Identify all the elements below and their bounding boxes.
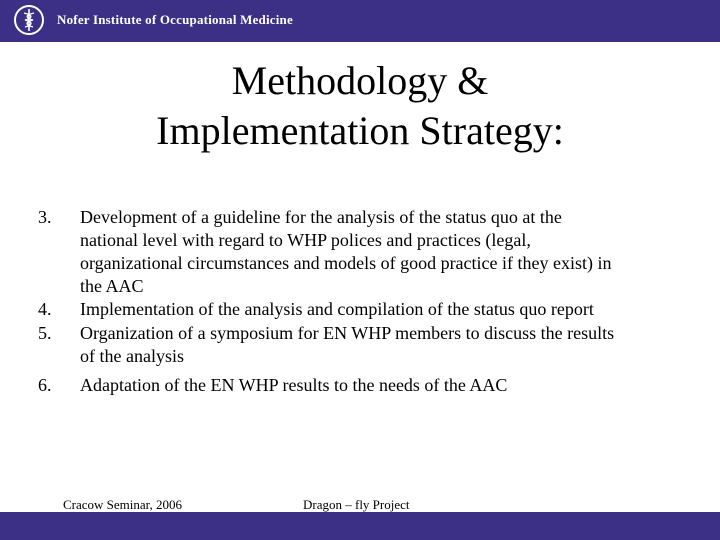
item-text <box>80 374 685 397</box>
item-number: 6. <box>38 375 52 395</box>
item-text <box>80 322 685 368</box>
item-line: the AAC <box>80 276 144 296</box>
item-number: 4. <box>38 299 52 319</box>
item-number: 5. <box>38 323 52 343</box>
item-text <box>80 206 685 298</box>
institute-name: Nofer Institute of Occupational Medicine <box>57 12 293 27</box>
item-line: Organization of a symposium for EN WHP members to discuss the results <box>80 323 615 343</box>
caduceus-circle-icon <box>13 4 45 36</box>
slide-title <box>60 56 660 156</box>
item-line: Development of a guideline for the analysis of the status quo at the <box>80 207 562 227</box>
item-line: of the analysis <box>80 346 184 366</box>
footer-seminar: Cracow Seminar, 2006 <box>63 497 182 512</box>
item-line: Implementation of the analysis and compilation of the status quo report <box>80 299 594 319</box>
item-line: Adaptation of the EN WHP results to the needs of the AAC <box>80 375 508 395</box>
footer-project: Dragon – fly Project <box>303 497 410 512</box>
item-text <box>80 298 685 321</box>
header-bar <box>0 0 720 42</box>
footer-bar <box>0 512 720 540</box>
item-line: organizational circumstances and models of good practice if they exist) in <box>80 253 612 273</box>
title-line-1: Methodology & <box>231 58 489 103</box>
item-number: 3. <box>38 207 52 227</box>
title-line-2: Implementation Strategy: <box>156 108 564 153</box>
item-line: national level with regard to WHP polices and practices (legal, <box>80 230 531 250</box>
